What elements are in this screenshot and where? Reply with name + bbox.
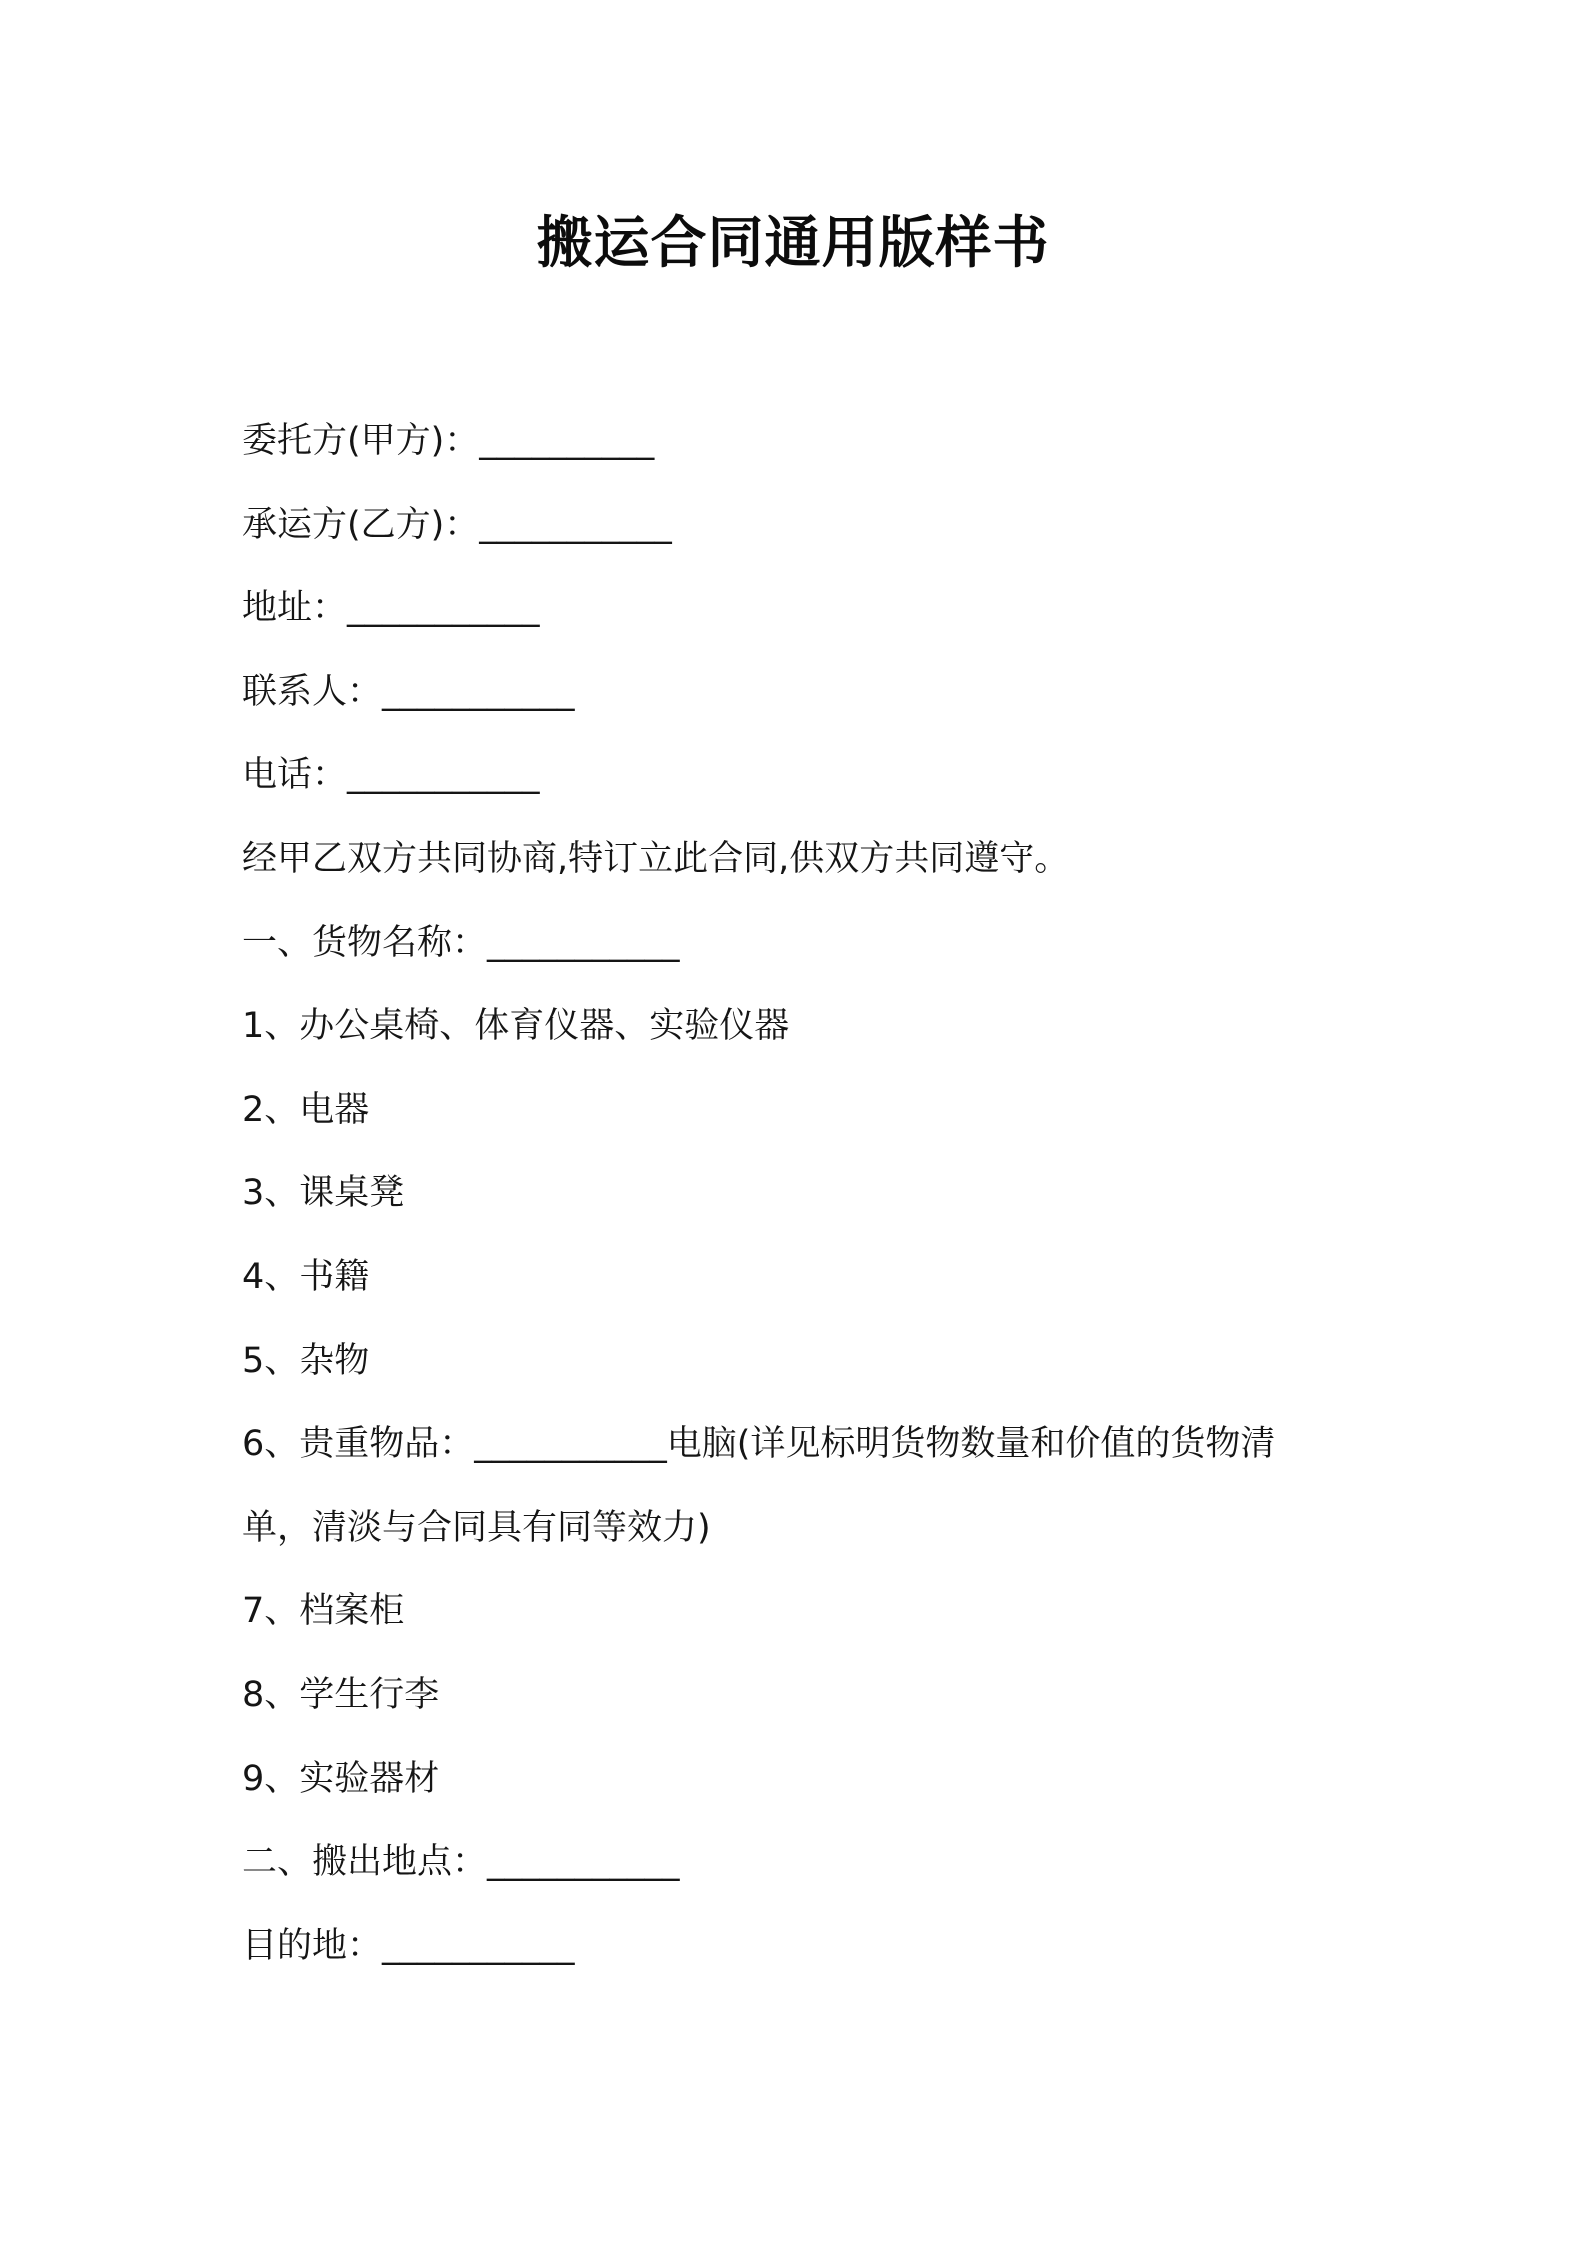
party-b-line: 承运方(乙方)：___________ — [242, 504, 672, 545]
party-a-line: 委托方(甲方)：__________ — [242, 421, 655, 461]
contact-person-line: 联系人：___________ — [242, 671, 575, 712]
phone-line: 电话：___________ — [242, 755, 540, 796]
document-body — [242, 400, 1362, 1988]
destination-line: 目的地：___________ — [242, 1925, 575, 1966]
preamble-line: 经甲乙双方共同协商,特订立此合同,供双方共同遵守。 — [242, 838, 1070, 879]
goods-item-6: 6、贵重物品：___________电脑(详见标明货物数量和价值的货物清 — [242, 1424, 1276, 1465]
goods-item-3: 3、课桌凳 — [242, 1173, 405, 1214]
goods-item-6-continued: 单，清淡与合同具有同等效力) — [242, 1507, 711, 1548]
goods-item-5: 5、杂物 — [242, 1340, 370, 1381]
goods-item-1: 1、办公桌椅、体育仪器、实验仪器 — [242, 1006, 790, 1047]
goods-item-4: 4、书籍 — [242, 1256, 370, 1297]
goods-item-9: 9、实验器材 — [242, 1758, 440, 1799]
goods-item-2: 2、电器 — [242, 1089, 370, 1130]
goods-item-8: 8、学生行李 — [242, 1674, 440, 1715]
section-2-heading: 二、搬出地点：___________ — [242, 1842, 680, 1883]
section-1-heading: 一、货物名称：___________ — [242, 922, 680, 963]
document-title: 搬运合同通用版样书 — [536, 211, 1050, 276]
goods-item-7: 7、档案柜 — [242, 1591, 405, 1632]
address-line: 地址：___________ — [242, 588, 540, 629]
